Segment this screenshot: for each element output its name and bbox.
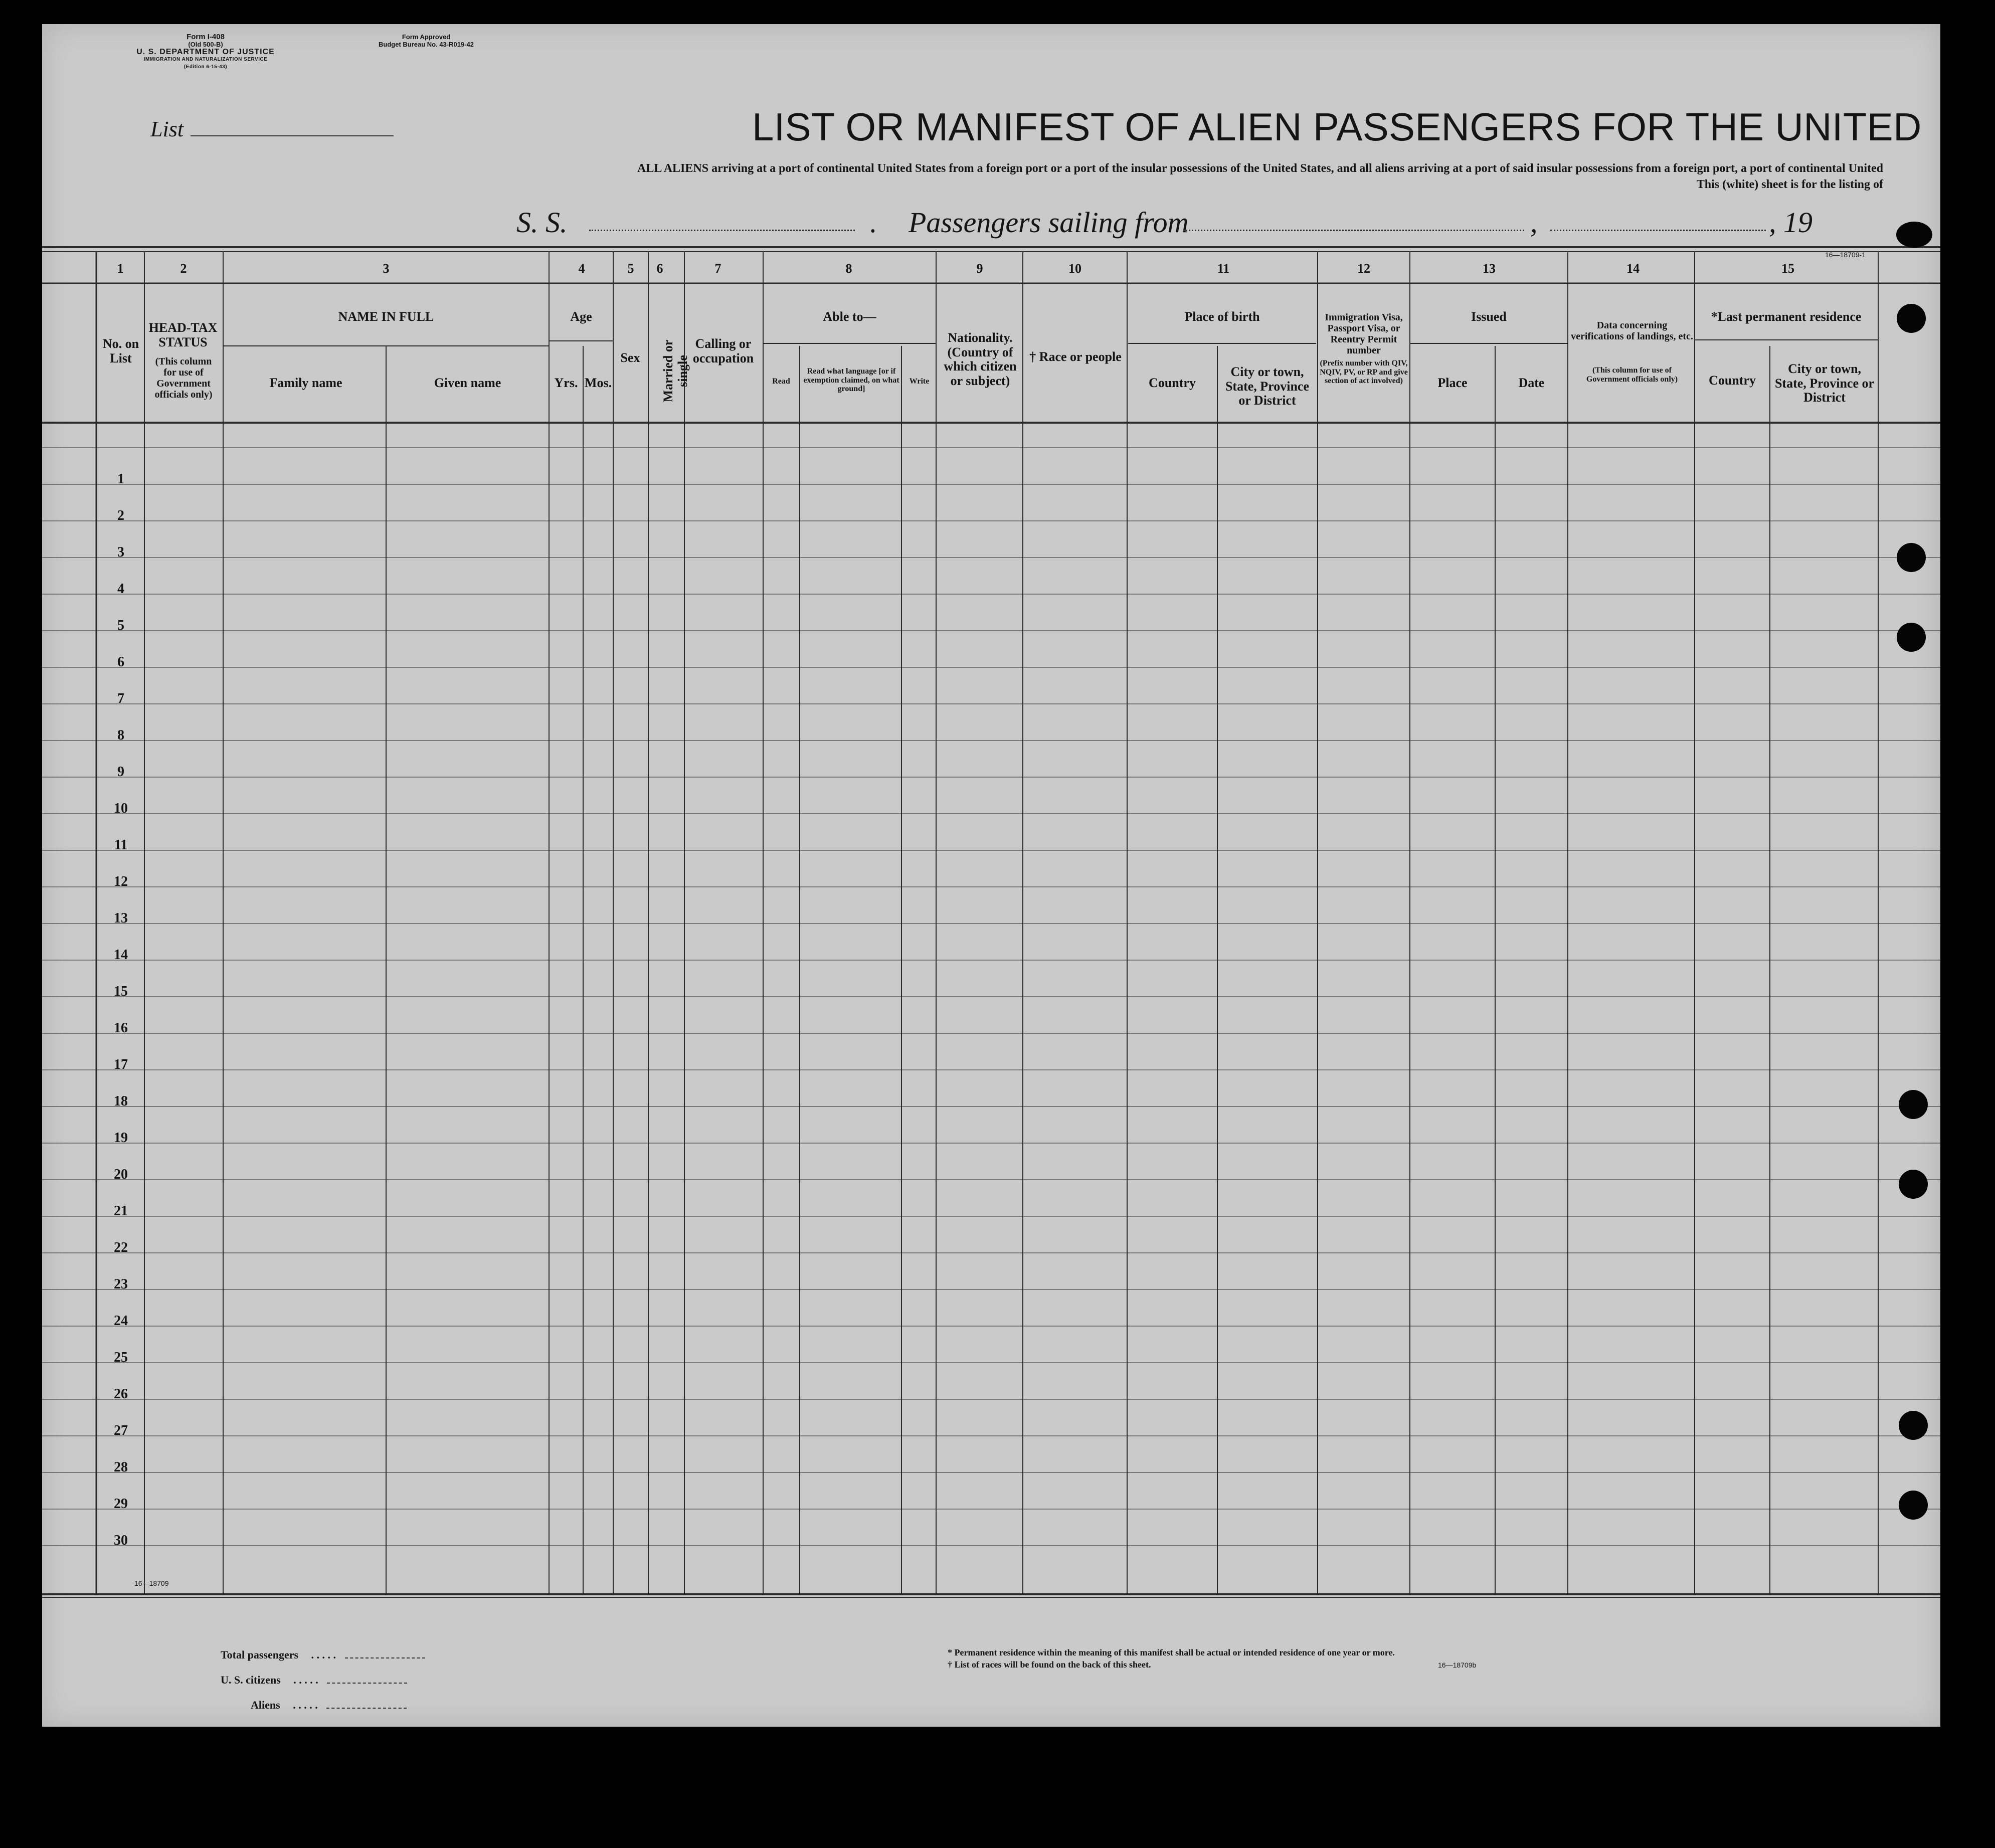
row-number-30: 30 xyxy=(114,1533,128,1548)
sailing-port-field[interactable] xyxy=(1183,230,1524,231)
us-citizens-dots: . . . . . xyxy=(293,1674,318,1686)
header-given-name: Given name xyxy=(434,376,501,390)
header-date: Date xyxy=(1518,376,1545,390)
row-number-20: 20 xyxy=(114,1167,128,1182)
row-number-2: 2 xyxy=(117,508,124,523)
row-number-28: 28 xyxy=(114,1459,128,1475)
sailing-date-field[interactable] xyxy=(1550,230,1766,231)
form-code-top: 16—18709-1 xyxy=(1825,251,1866,259)
header-head-tax: HEAD-TAX STATUS xyxy=(148,320,218,349)
header-write: Write xyxy=(909,377,930,386)
port-comma: , xyxy=(1530,206,1538,239)
binder-hole-2 xyxy=(1897,304,1926,333)
column-number-6: 6 xyxy=(656,261,663,276)
header-family-name: Family name xyxy=(269,376,342,390)
total-passengers-row xyxy=(221,1648,425,1661)
total-passengers-label: Total passengers xyxy=(221,1648,299,1661)
header-last-residence: *Last permanent residence xyxy=(1711,309,1862,324)
header-place: Place xyxy=(1437,376,1468,390)
row-number-15: 15 xyxy=(114,984,128,999)
us-citizens-row xyxy=(221,1674,407,1687)
ss-label: S. S. xyxy=(516,206,568,239)
header-nationality: Nationality. (Country of which citizen or subject) xyxy=(944,330,1017,388)
row-number-10: 10 xyxy=(114,801,128,816)
header-pob-city: City or town, State, Province or District xyxy=(1225,364,1310,408)
row-number-3: 3 xyxy=(117,544,124,560)
header-married-single: Married or single xyxy=(661,339,690,403)
header-landings-note: (This column for use of Government officials only) xyxy=(1586,366,1678,384)
form-number: Form I-408 xyxy=(187,33,225,41)
header-issued: Issued xyxy=(1471,309,1507,324)
row-number-9: 9 xyxy=(117,764,124,780)
header-lr-city: City or town, State, Province or District xyxy=(1774,361,1875,405)
page-title: LIST OR MANIFEST OF ALIEN PASSENGERS FOR THE UNITED xyxy=(752,105,1922,149)
header-pob-country: Country xyxy=(1149,376,1196,390)
ss-dot: . xyxy=(870,206,877,239)
budget-bureau: Budget Bureau No. 43-R019-42 xyxy=(379,41,474,48)
aliens-label: Aliens xyxy=(251,1699,280,1711)
binder-hole-1 xyxy=(1896,222,1932,248)
header-mos: Mos. xyxy=(584,376,612,390)
header-lr-country: Country xyxy=(1709,373,1756,388)
total-passengers-dots: . . . . . xyxy=(311,1648,336,1661)
column-number-15: 15 xyxy=(1781,261,1794,276)
header-sex: Sex xyxy=(620,350,640,365)
form-approved: Form Approved xyxy=(402,33,451,41)
row-number-29: 29 xyxy=(114,1496,128,1512)
subtitle-line-2: This (white) sheet is for the listing of xyxy=(1696,178,1883,191)
header-landings: Data concerning verifications of landings, etc. xyxy=(1571,320,1693,342)
footnote-code: 16—18709b xyxy=(1438,1661,1477,1669)
column-number-9: 9 xyxy=(976,261,983,276)
aliens-row xyxy=(251,1699,407,1712)
header-race: † Race or people xyxy=(1029,349,1122,364)
us-citizens-label: U. S. citizens xyxy=(221,1674,281,1686)
header-name-in-full: NAME IN FULL xyxy=(338,309,434,324)
column-number-13: 13 xyxy=(1483,261,1496,276)
row-number-17: 17 xyxy=(114,1057,128,1072)
header-able-to: Able to— xyxy=(823,309,876,324)
list-number-field[interactable] xyxy=(191,135,394,136)
header-visa: Immigration Visa, Passport Visa, or Reentry Permit number xyxy=(1325,312,1403,356)
year-prefix: , 19 xyxy=(1769,206,1812,239)
row-number-14: 14 xyxy=(114,947,128,963)
header-calling: Calling or occupation xyxy=(692,336,754,365)
binder-hole-4 xyxy=(1897,623,1926,652)
aliens-field[interactable] xyxy=(326,1708,407,1709)
header-place-of-birth: Place of birth xyxy=(1184,309,1260,324)
header-age: Age xyxy=(570,309,592,324)
row-number-4: 4 xyxy=(117,581,124,597)
header-read: Read xyxy=(772,377,790,386)
aliens-dots: . . . . . xyxy=(293,1699,318,1711)
column-number-14: 14 xyxy=(1626,261,1640,276)
row-number-23: 23 xyxy=(114,1276,128,1292)
column-number-7: 7 xyxy=(714,261,721,276)
row-number-24: 24 xyxy=(114,1313,128,1329)
row-number-5: 5 xyxy=(117,618,124,633)
header-read-language: Read what language [or if exemption claimed, on what ground] xyxy=(803,367,899,394)
binder-hole-8 xyxy=(1899,1491,1928,1520)
sailing-from-label: Passengers sailing from xyxy=(909,206,1189,239)
edition: (Edition 6-15-43) xyxy=(184,64,228,70)
us-citizens-field[interactable] xyxy=(327,1683,407,1684)
row-number-13: 13 xyxy=(114,910,128,926)
subtitle xyxy=(411,160,1883,193)
binder-hole-5 xyxy=(1899,1090,1928,1119)
column-number-11: 11 xyxy=(1217,261,1230,276)
table-grid-lines xyxy=(42,246,1940,1599)
footnote-races: † List of races will be found on the back of this sheet. xyxy=(948,1659,1151,1670)
column-number-2: 2 xyxy=(180,261,187,276)
header-yrs: Yrs. xyxy=(554,376,578,390)
row-number-7: 7 xyxy=(117,691,124,706)
subtitle-line-1: ALL ALIENS arriving at a port of continental United States from a foreign port or a port of the insular possessions of the United States, and all aliens arriving at a port of said insular possessions from a foreign port, a port of continental United xyxy=(637,162,1883,175)
row-number-25: 25 xyxy=(114,1350,128,1365)
header-head-tax-note: (This column for use of Government officials only) xyxy=(154,356,213,400)
form-identification xyxy=(75,33,336,71)
row-number-21: 21 xyxy=(114,1203,128,1219)
department: U. S. DEPARTMENT OF JUSTICE xyxy=(136,48,275,56)
total-passengers-field[interactable] xyxy=(345,1657,425,1658)
footnote-permanent-residence: * Permanent residence within the meaning of this manifest shall be actual or intended residence of one year or more. xyxy=(948,1647,1395,1657)
header-no-on-list: No. on List xyxy=(102,336,139,365)
column-number-8: 8 xyxy=(845,261,852,276)
column-number-5: 5 xyxy=(627,261,634,276)
ship-name-field[interactable] xyxy=(589,230,855,231)
header-visa-note: (Prefix number with QIV, NQIV, PV, or RP and give section of act involved) xyxy=(1320,359,1408,386)
column-number-3: 3 xyxy=(383,261,390,276)
column-number-10: 10 xyxy=(1068,261,1081,276)
row-number-26: 26 xyxy=(114,1386,128,1402)
row-number-12: 12 xyxy=(114,874,128,889)
approval-block xyxy=(351,33,501,48)
row-number-18: 18 xyxy=(114,1093,128,1109)
row-number-19: 19 xyxy=(114,1130,128,1146)
old-form-number: (Old 500-B) xyxy=(188,41,223,48)
service: IMMIGRATION AND NATURALIZATION SERVICE xyxy=(143,57,268,62)
binder-hole-6 xyxy=(1899,1170,1928,1199)
binder-hole-7 xyxy=(1899,1411,1928,1440)
row-number-22: 22 xyxy=(114,1240,128,1255)
column-number-4: 4 xyxy=(578,261,585,276)
list-label: List xyxy=(150,117,184,141)
column-number-12: 12 xyxy=(1357,261,1370,276)
row-number-27: 27 xyxy=(114,1423,128,1438)
row-number-8: 8 xyxy=(117,727,124,743)
row-number-6: 6 xyxy=(117,654,124,670)
row-number-11: 11 xyxy=(114,837,128,853)
manifest-table xyxy=(42,246,1940,1599)
row-number-1: 1 xyxy=(117,471,124,487)
column-number-1: 1 xyxy=(117,261,124,276)
form-code-bottom: 16—18709 xyxy=(134,1579,169,1587)
row-number-16: 16 xyxy=(114,1020,128,1036)
binder-hole-3 xyxy=(1897,543,1926,572)
